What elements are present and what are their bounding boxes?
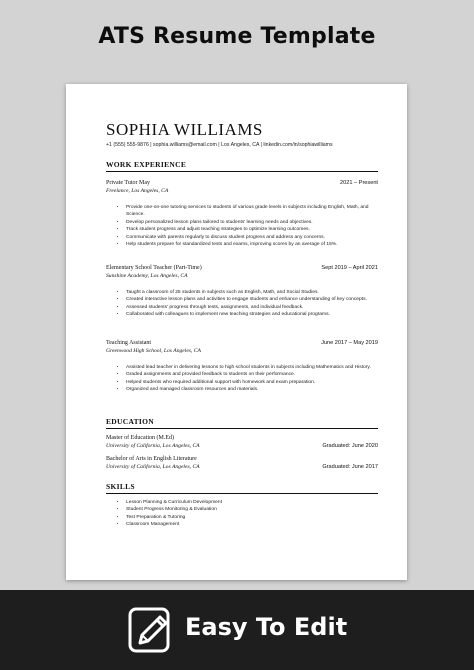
graduation-date: Graduated: June 2017 [322, 464, 378, 470]
edit-document-icon [127, 606, 175, 654]
degree-title: Bachelor of Arts in English Literature [106, 456, 197, 462]
section-divider [106, 171, 378, 172]
list-item: • Assisted lead teacher in delivering lessons to high school students in subjects including Mathematics and History. [126, 364, 388, 371]
job-bullets [118, 364, 388, 394]
list-item: • Communicate with parents regularly to discuss student progress and address any concerns. [126, 234, 388, 241]
resume-page [66, 84, 407, 580]
job-bullets [118, 204, 388, 248]
list-item: • Graded assignments and provided feedback to students on their performance. [126, 371, 388, 378]
school-name: University of California, Los Angeles, CA [106, 443, 200, 449]
job-dates: 2021 – Present [340, 180, 378, 186]
list-item: • Lesson Planning & Curriculum Development [126, 499, 388, 506]
job-employer: Sunshine Academy, Los Angeles, CA [106, 273, 188, 279]
list-item: • Helped students who required additional support with homework and exam preparation. [126, 379, 388, 386]
list-item: • Develop personalized lesson plans tailored to students' learning needs and objectives. [126, 219, 388, 226]
section-title-experience: WORK EXPERIENCE [106, 160, 187, 169]
list-item: • Taught a classroom of 25 students in subjects such as English, Math, and Social Studies. [126, 289, 388, 296]
list-item: • Track student progress and adjust teaching strategies to optimize learning outcomes. [126, 226, 388, 233]
job-employer: Freelance, Los Angeles, CA [106, 188, 169, 194]
job-title: Elementary School Teacher (Part-Time) [106, 265, 202, 271]
job-bullets [118, 289, 388, 319]
job-employer: Greenwood High School, Los Angeles, CA [106, 348, 201, 354]
list-item: • Help students prepare for standardized tests and exams, improving scores by an average of 15%. [126, 241, 388, 248]
job-title: Private Tutor May [106, 180, 151, 186]
job-dates: June 2017 – May 2019 [321, 340, 378, 346]
job-dates: Sept 2019 – April 2021 [321, 265, 378, 271]
banner-title: ATS Resume Template [98, 24, 376, 49]
list-item: • Collaborated with colleagues to implement new teaching strategies and educational programs. [126, 311, 388, 318]
list-item: • Test Preparation & Tutoring [126, 514, 388, 521]
list-item: • Created interactive lesson plans and activities to engage students and enhance understanding of key concepts. [126, 296, 388, 303]
section-title-education: EDUCATION [106, 417, 154, 426]
degree-title: Master of Education (M.Ed) [106, 435, 174, 441]
list-item: • Assessed students' progress through tests, assignments, and individual feedback. [126, 304, 388, 311]
contact-line: +1 (555) 555-9876 | sophia.williams@email.com | Los Angeles, CA | linkedin.com/in/sophiawilliams [106, 142, 333, 148]
skills-list [118, 499, 388, 529]
school-name: University of California, Los Angeles, CA [106, 464, 200, 470]
list-item: • Provide one-on-one tutoring services to students of various grade levels in subjects including English, Math, and Science. [126, 204, 388, 219]
list-item: • Classroom Management [126, 521, 388, 528]
section-divider [106, 493, 378, 494]
list-item: • Organized and managed classroom resources and materials. [126, 386, 388, 393]
resume-name: SOPHIA WILLIAMS [106, 120, 263, 139]
section-divider [106, 428, 378, 429]
job-title: Teaching Assistant [106, 340, 152, 346]
list-item: • Student Progress Monitoring & Evaluation [126, 506, 388, 513]
graduation-date: Graduated: June 2020 [322, 443, 378, 449]
footer-text: Easy To Edit [185, 613, 348, 641]
section-title-skills: SKILLS [106, 482, 135, 491]
